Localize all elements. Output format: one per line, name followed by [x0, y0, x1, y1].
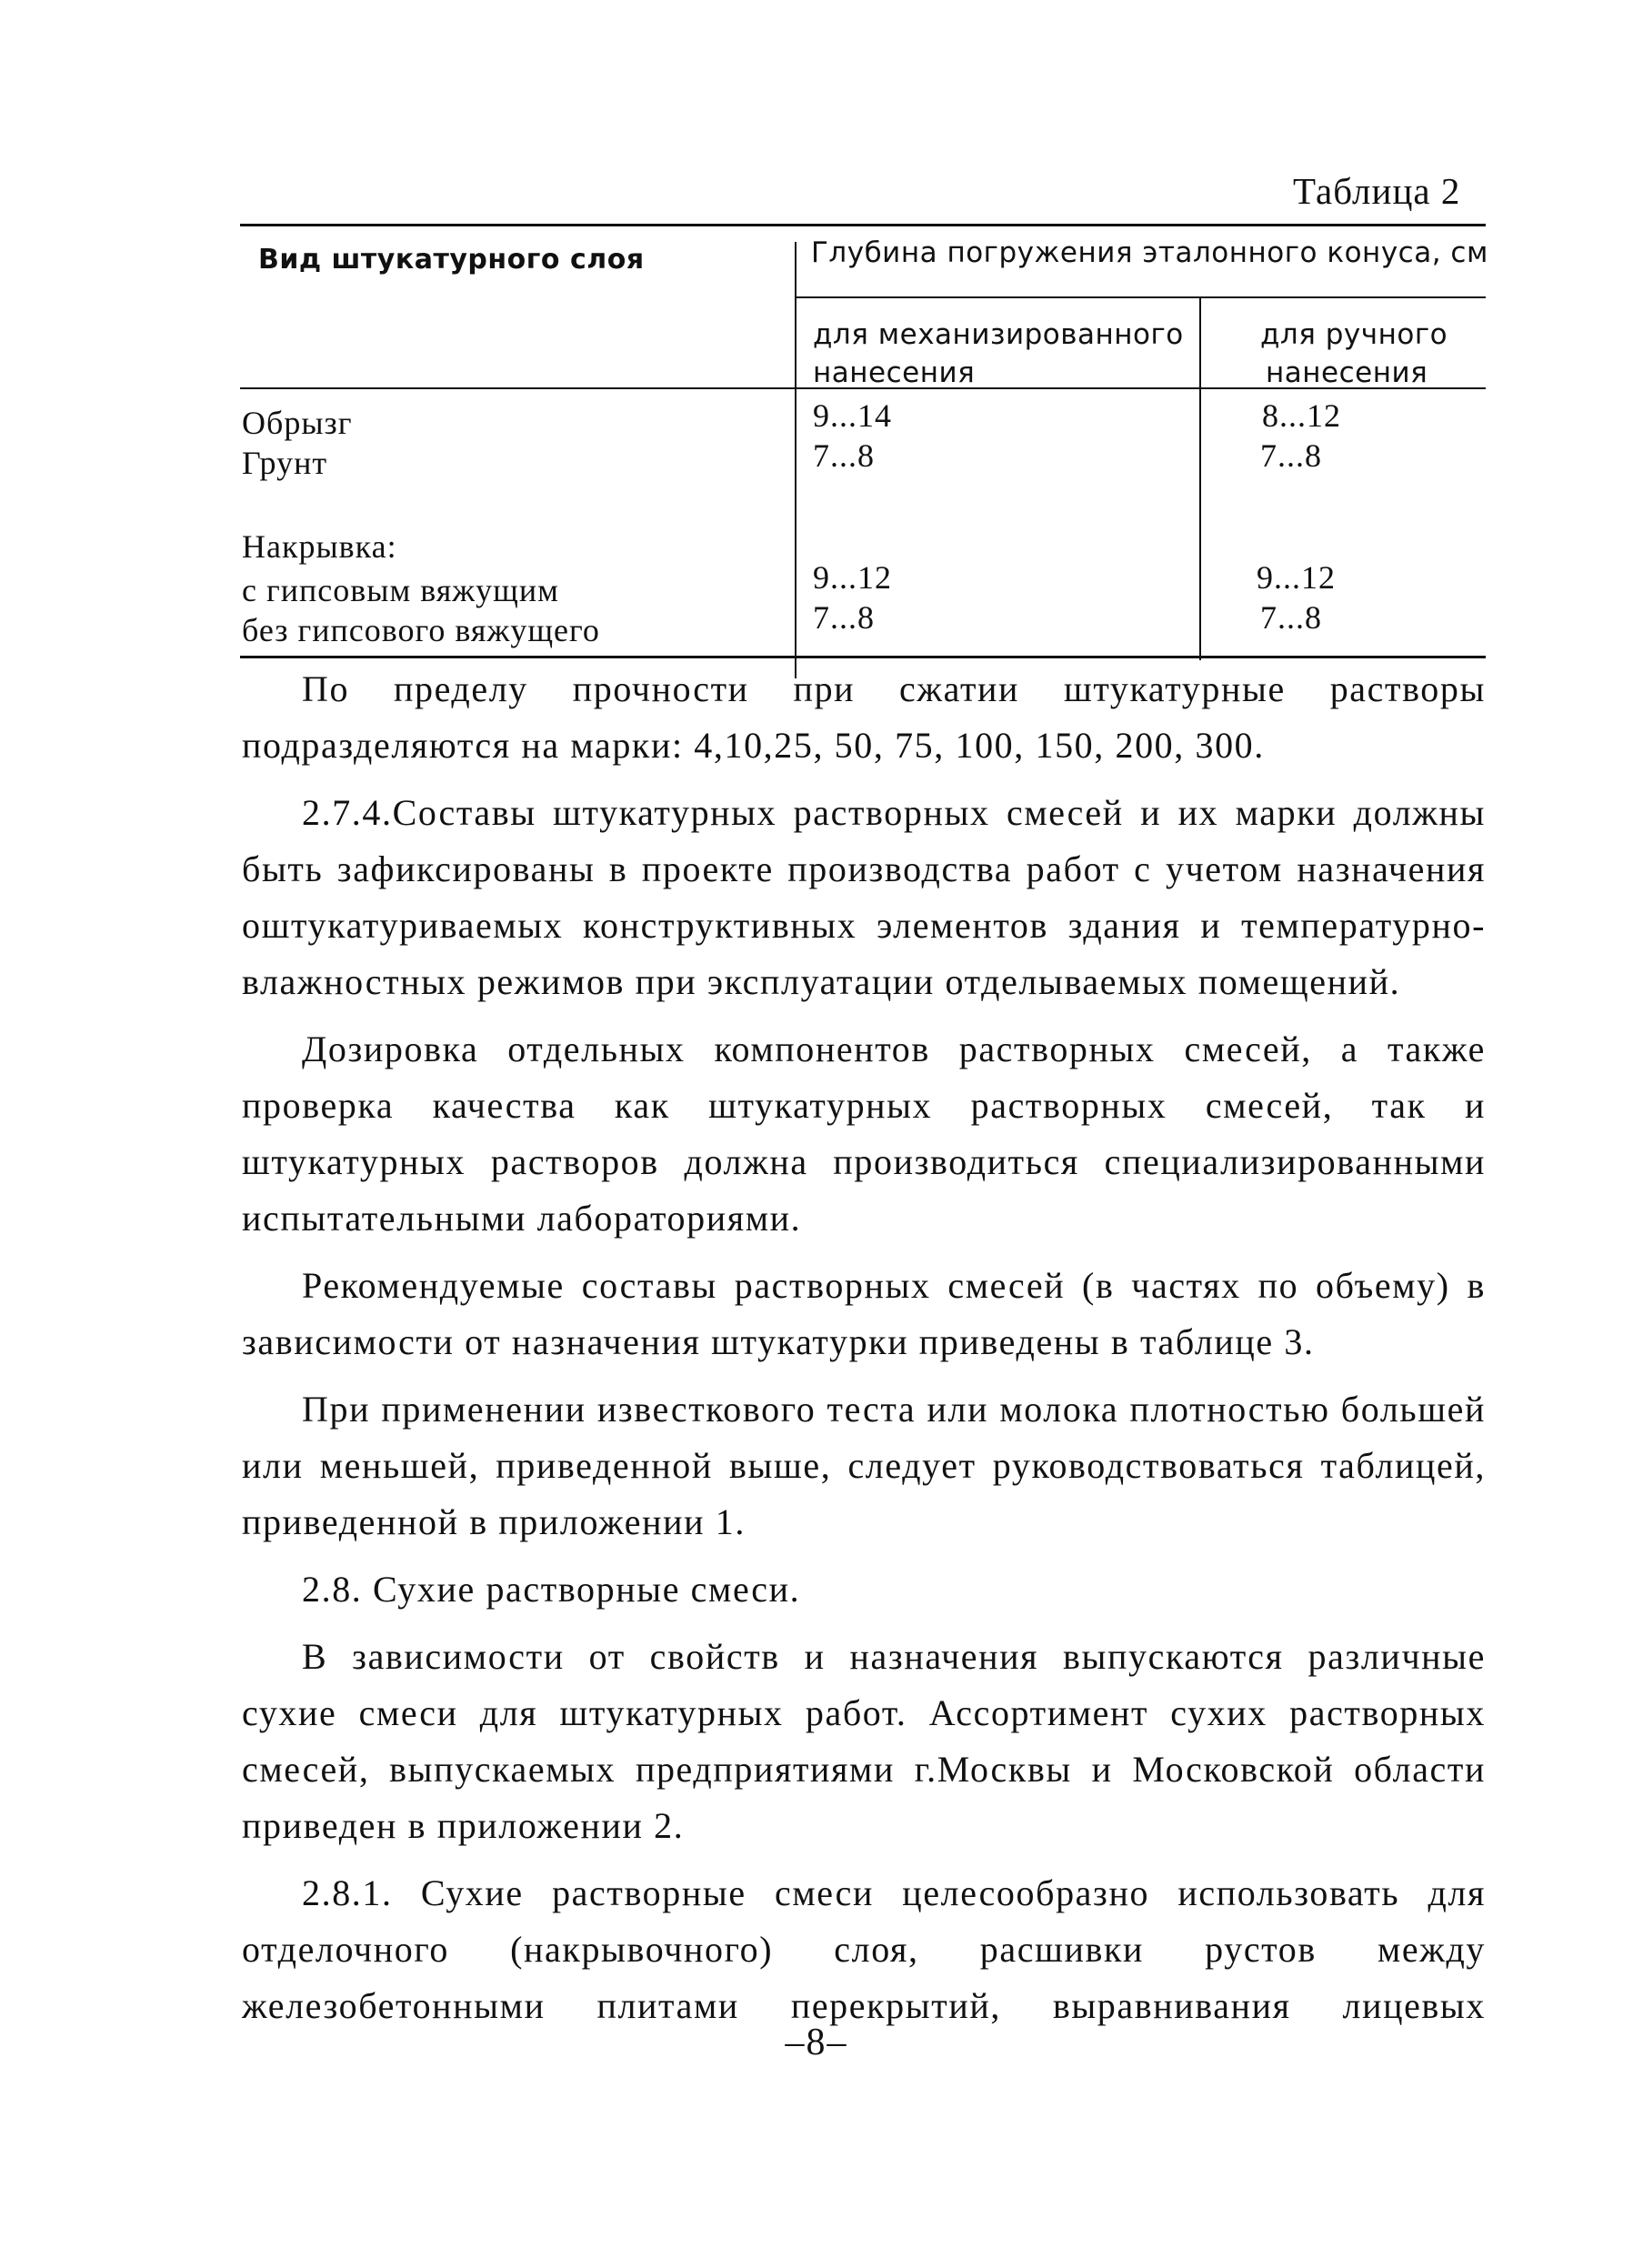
page-number: –8–: [785, 2022, 848, 2063]
table-subheader-rule: [795, 296, 1486, 298]
paragraph-dosage: Дозировка отдельных компонентов растворных смесей, а также проверка качества как штукатурных растворных смесей, так и штукатурных растворов должна производиться специализированными испытательными лабораториями.: [242, 1029, 1486, 1239]
row-label: с гипсовым вяжущим: [242, 572, 559, 608]
table-caption: Таблица 2: [1293, 170, 1461, 212]
paragraph-dry-mixes: В зависимости от свойств и назначения выпускаются различные сухие смеси для штукатурных работ. Ассортимент сухих растворных смесей, выпускаемых предприятиями г.Москвы и Московской области приведен в приложении 2.: [242, 1636, 1486, 1846]
row-label: Накрывка:: [242, 528, 397, 565]
row-label: без гипсового вяжущего: [242, 612, 600, 648]
heading-2-8: 2.8. Сухие растворные смеси.: [302, 1569, 801, 1610]
depth-table: [240, 224, 1486, 660]
paragraph-2-7-4: 2.7.4.Составы штукатурных растворных смесей и их марки должны быть зафиксированы в проекте производства работ с учетом назначения оштукатуриваемых конструктивных элементов здания и температурно-влажностных режимов при эксплуатации отделываемых помещений.: [242, 792, 1486, 1002]
paragraph-recommended: Рекомендуемые составы растворных смесей (в частях по объему) в зависимости от назначения штукатурки приведены в таблице 3.: [242, 1265, 1486, 1362]
paragraph-2-8-1: 2.8.1. Сухие растворные смеси целесообразно использовать для отделочного (накрывочного) слоя, расшивки рустов между железобетонными плитами перекрытий, выравнивания лицевых: [242, 1872, 1486, 2026]
table-col-rule-1: [795, 242, 796, 678]
paragraph-lime: При применении известкового теста или молока плотностью большей или меньшей, приведенной выше, следует руководствоваться таблицей, приведенной в приложении 1.: [242, 1389, 1486, 1542]
row-manual-value: 7...8: [1260, 437, 1322, 474]
row-manual-value: 9...12: [1257, 559, 1336, 596]
row-mech-value: 7...8: [813, 437, 875, 474]
header-layer-type: Вид штукатурного слоя: [258, 244, 645, 276]
row-label: Обрызг: [242, 405, 353, 441]
table-top-rule: [240, 224, 1486, 226]
header-mech-line2: нанесения: [813, 356, 976, 389]
header-mech-line1: для механизированного: [813, 318, 1184, 351]
header-manual-line2: нанесения: [1266, 356, 1428, 389]
paragraph-strength-grades: По пределу прочности при сжатии штукатурные растворы подразделяются на марки: 4,10,25, 50, 75, 100, 150, 200, 300.: [242, 668, 1486, 766]
row-mech-value: 7...8: [813, 599, 875, 636]
row-manual-value: 7...8: [1260, 599, 1322, 636]
table-bottom-rule: [240, 656, 1486, 658]
row-manual-value: 8...12: [1262, 397, 1341, 434]
row-mech-value: 9...12: [813, 559, 892, 596]
row-mech-value: 9...14: [813, 397, 892, 434]
header-manual-line1: для ручного: [1260, 318, 1448, 351]
table-col-rule-2: [1199, 296, 1201, 660]
row-label: Грунт: [242, 445, 328, 481]
header-depth-group: Глубина погружения эталонного конуса, см: [811, 236, 1488, 269]
body-text: [242, 661, 1486, 2034]
